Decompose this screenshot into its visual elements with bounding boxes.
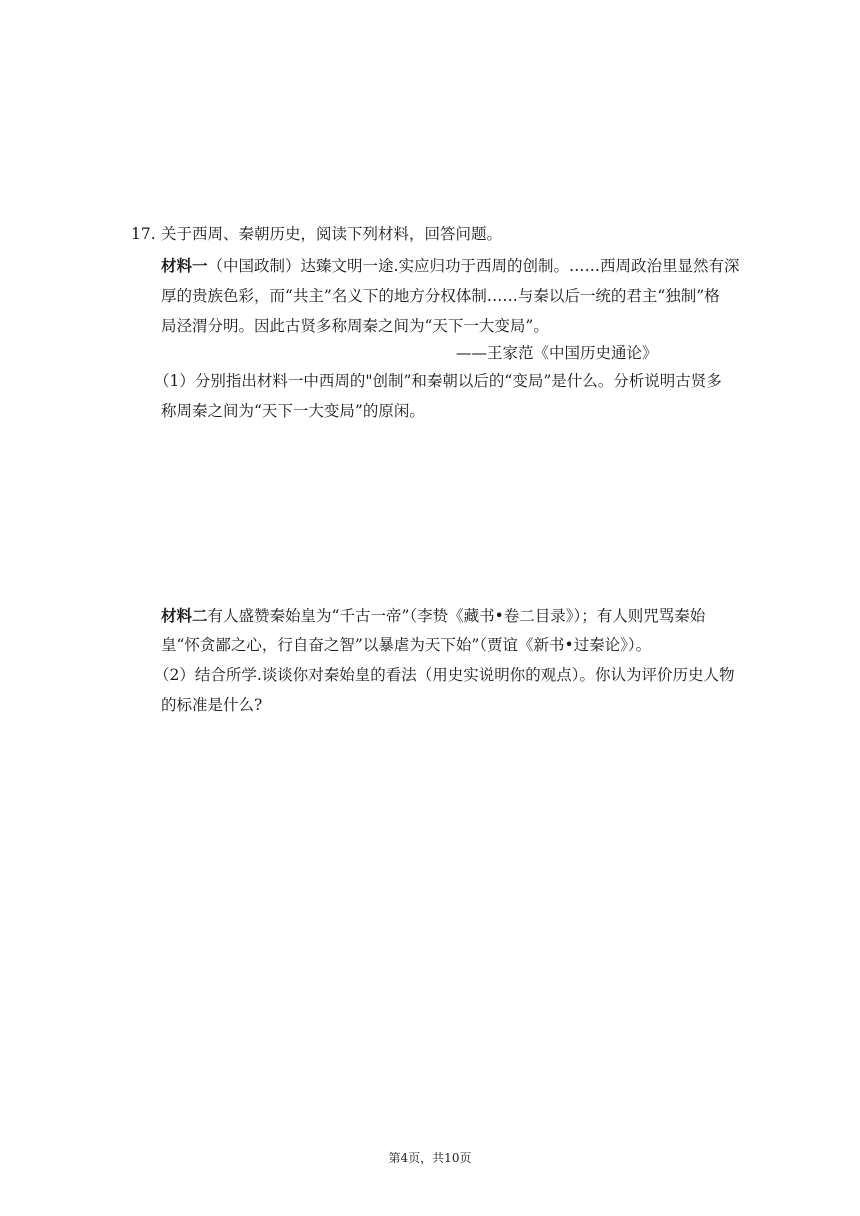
material1-text-1: （中国政制）达臻文明一途.实应归功于西周的创制。……西周政治里显然有深 bbox=[207, 257, 740, 275]
material2-line-1 bbox=[161, 606, 705, 626]
material1-source: ——王家范《中国历史通论》 bbox=[456, 344, 658, 362]
material2-label: 材料二 bbox=[161, 606, 208, 625]
sub-question-1-line-1: （1）分别指出材料一中西周的"创制”和秦朝以后的“变局”是什么。分析说明古贤多 bbox=[154, 372, 722, 390]
material2-line-2: 皇“怀贪鄙之心，行自奋之智”以暴虐为天下始”（贾谊《新书•过秦论》）。 bbox=[161, 636, 652, 654]
sub-question-2-line-2: 的标准是什么? bbox=[161, 696, 263, 714]
question-stem: 关于西周、秦朝历史，阅读下列材料，回答问题。 bbox=[161, 225, 503, 243]
question-number: 17. bbox=[131, 225, 156, 243]
sub-question-2-line-1: （2）结合所学.谈谈你对秦始皇的看法（用史实说明你的观点）。你认为评价历史人物 bbox=[154, 666, 735, 684]
material1-line-2: 厚的贵族色彩，而“共主”名义下的地方分权体制……与秦以后一统的君主“独制”格 bbox=[161, 287, 720, 305]
material1-line-1 bbox=[161, 256, 739, 276]
sub-question-1-line-2: 称周秦之间为“天下一大变局”的原闲。 bbox=[161, 402, 425, 420]
material1-label: 材料一 bbox=[161, 256, 208, 275]
material2-text-1: 有人盛赞秦始皇为“千古一帝”（李贽《藏书•卷二目录》）；有人则咒骂秦始 bbox=[207, 607, 706, 625]
material1-line-3: 局泾渭分明。因此古贤多称周秦之间为“天下一大变局”。 bbox=[161, 317, 549, 335]
page-footer: 第4页，共10页 bbox=[388, 1151, 472, 1165]
